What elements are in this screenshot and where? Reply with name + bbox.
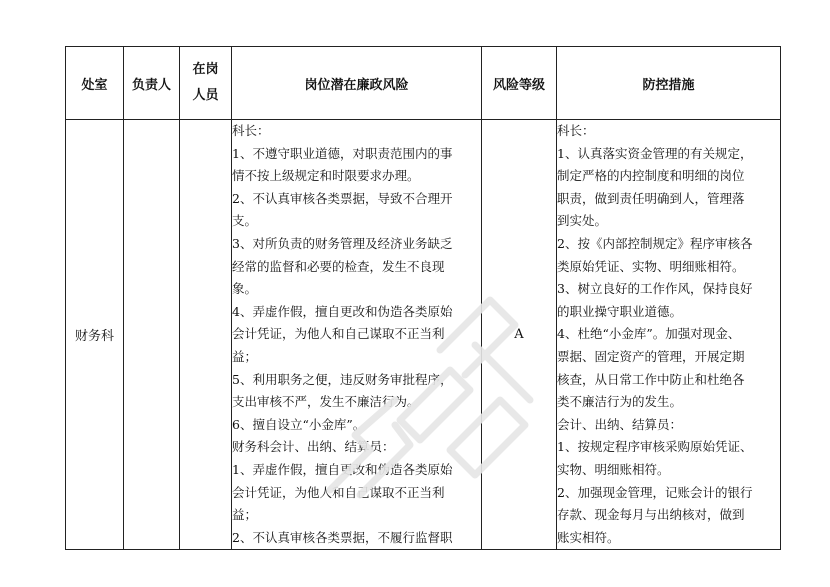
cell-staff [180, 120, 232, 550]
header-dept: 处室 [66, 47, 124, 120]
table-row [66, 120, 781, 550]
header-staff-line2: 人员 [192, 88, 219, 103]
risk-line: 3、对所负责的财务管理及经济业务缺乏 [232, 235, 453, 251]
measure-line: 的职业操守职业道德。 [557, 303, 683, 319]
risk-control-table [65, 46, 781, 550]
measure-line: 1、按规定程序审核采购原始凭证、 [557, 439, 753, 455]
header-owner: 负责人 [124, 47, 180, 120]
measure-line: 3、树立良好的工作作风，保持良好 [557, 281, 753, 297]
measure-line: 2、按《内部控制规定》程序审核各 [557, 235, 753, 251]
measure-line: 1、认真落实资金管理的有关规定， [557, 145, 753, 161]
risk-line: 情不按上级规定和时限要求办理。 [232, 168, 420, 184]
measure-line: 科长： [557, 123, 595, 138]
measure-line: 会计、出纳、结算员： [557, 416, 683, 432]
measure-line: 职责，做到责任明确到人，管理落 [557, 190, 745, 206]
cell-owner [124, 120, 180, 550]
risk-line: 1、弄虚作假，擅自更改和伪造各类原始 [232, 461, 453, 477]
risk-line: 科长： [232, 123, 270, 138]
measure-line: 2、加强现金管理，记账会计的银行 [557, 484, 753, 500]
risk-line: 2、不认真审核各类票据，不履行监督职 [232, 529, 453, 545]
measure-line: 实物、明细账相符。 [557, 461, 670, 477]
risk-line: 会计凭证，为他人和自己谋取不正当利 [232, 484, 445, 500]
cell-risk [232, 120, 482, 550]
risk-line: 益； [232, 507, 258, 523]
measure-line: 账实相符。 [557, 529, 620, 545]
risk-line: 会计凭证，为他人和自己谋取不正当利 [232, 326, 445, 342]
risk-line: 4、弄虚作假，擅自更改和伪造各类原始 [232, 303, 453, 319]
risk-line: 象。 [232, 281, 258, 297]
header-risk: 岗位潜在廉政风险 [232, 47, 482, 120]
header-staff [180, 47, 232, 120]
cell-level: A [482, 120, 557, 550]
measure-line: 类不廉洁行为的发生。 [557, 394, 683, 410]
measure-line: 4、杜绝“小金库”。加强对现金、 [557, 326, 741, 342]
risk-line: 益； [232, 348, 258, 364]
header-row [66, 47, 781, 120]
risk-line: 5、利用职务之便，违反财务审批程序， [232, 371, 453, 387]
cell-measures [557, 120, 781, 550]
risk-line: 2、不认真审核各类票据，导致不合理开 [232, 190, 453, 206]
risk-line: 财务科会计、出纳、结算员： [232, 439, 395, 455]
risk-line: 支。 [232, 213, 258, 229]
measure-line: 票据、固定资产的管理，开展定期 [557, 348, 745, 364]
header-level: 风险等级 [482, 47, 557, 120]
measure-line: 到实处。 [557, 213, 608, 229]
risk-line: 经常的监督和必要的检查，发生不良现 [232, 258, 445, 274]
measure-line: 制定严格的内控制度和明细的岗位 [557, 168, 745, 184]
risk-line: 支出审核不严，发生不廉洁行为。 [232, 394, 420, 410]
risk-line: 6、擅自设立“小金库”。 [232, 416, 366, 432]
measure-line: 类原始凭证、实物、明细账相符。 [557, 258, 745, 274]
measure-line: 核查，从日常工作中防止和杜绝各 [557, 371, 745, 387]
cell-dept: 财务科 [66, 120, 124, 550]
header-staff-line1: 在岗 [192, 62, 219, 77]
measure-line: 存款、现金每月与出纳核对，做到 [557, 507, 745, 523]
risk-line: 1、不遵守职业道德，对职责范围内的事 [232, 145, 453, 161]
header-measures: 防控措施 [557, 47, 781, 120]
